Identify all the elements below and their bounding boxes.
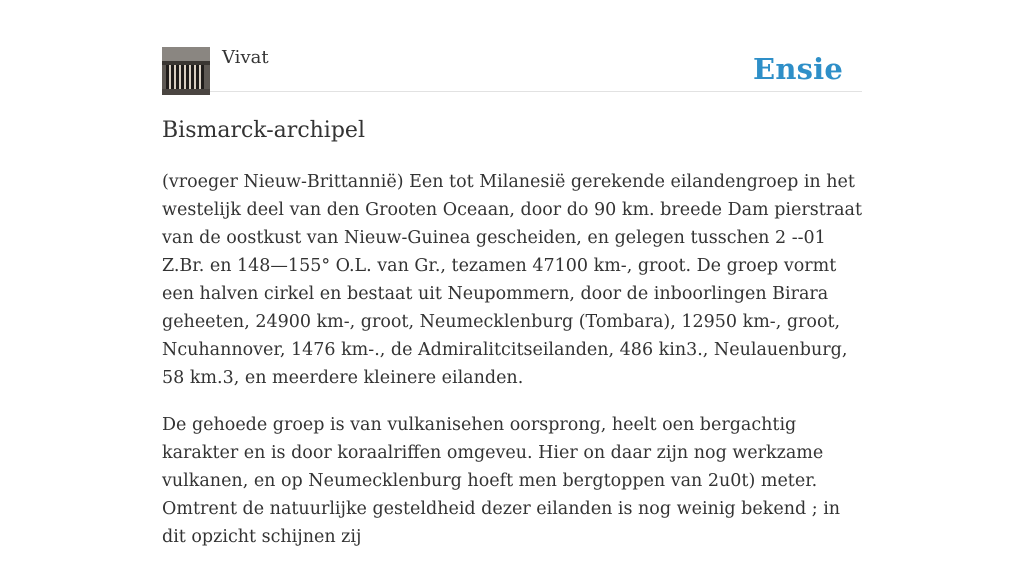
article-paragraph: De gehoede groep is van vulkanisehen oorsprong, heelt oen bergachtig karakter en is door koraalriffen omgeveu. Hier on daar zijn nog werkzame vulkanen, en op Neumecklenburg hoeft men bergtoppen van 2u0t) meter. Omtrent de natuurlijke gesteldheid dezer eilanden is nog weinig bekend ; in dit opzicht schijnen zij <box>162 415 841 547</box>
author-name-link[interactable]: Vivat <box>222 47 269 68</box>
article-page <box>162 0 862 547</box>
author-avatar[interactable] <box>162 47 210 95</box>
page-header <box>162 0 862 92</box>
article-body <box>162 168 862 570</box>
article-paragraph: (vroeger Nieuw-Brittannië) Een tot Milanesië gerekende eilandengroep in het westelijk deel van den Grooten Oceaan, door do 90 km. breede Dam pierstraat van de oostkust van Nieuw-Guinea gescheiden, en gelegen tusschen 2 --01 Z.Br. en 148—155° O.L. van Gr., tezamen 47100 km-, groot. De groep vormt een halven cirkel en bestaat uit Neupommern, door de inboorlingen Birara geheeten, 24900 km-, groot, Neumecklenburg (Tombara), 12950 km-, groot, Ncuhannover, 1476 km-., de Admiralitcitseilanden, 486 kin3., Neulauenburg, 58 km.3, en meerdere kleinere eilanden. <box>162 172 862 388</box>
article-title: Bismarck-archipel <box>162 118 365 143</box>
book-spines-avatar-icon <box>162 47 210 95</box>
brand-logo-link[interactable]: Ensie <box>753 52 843 86</box>
